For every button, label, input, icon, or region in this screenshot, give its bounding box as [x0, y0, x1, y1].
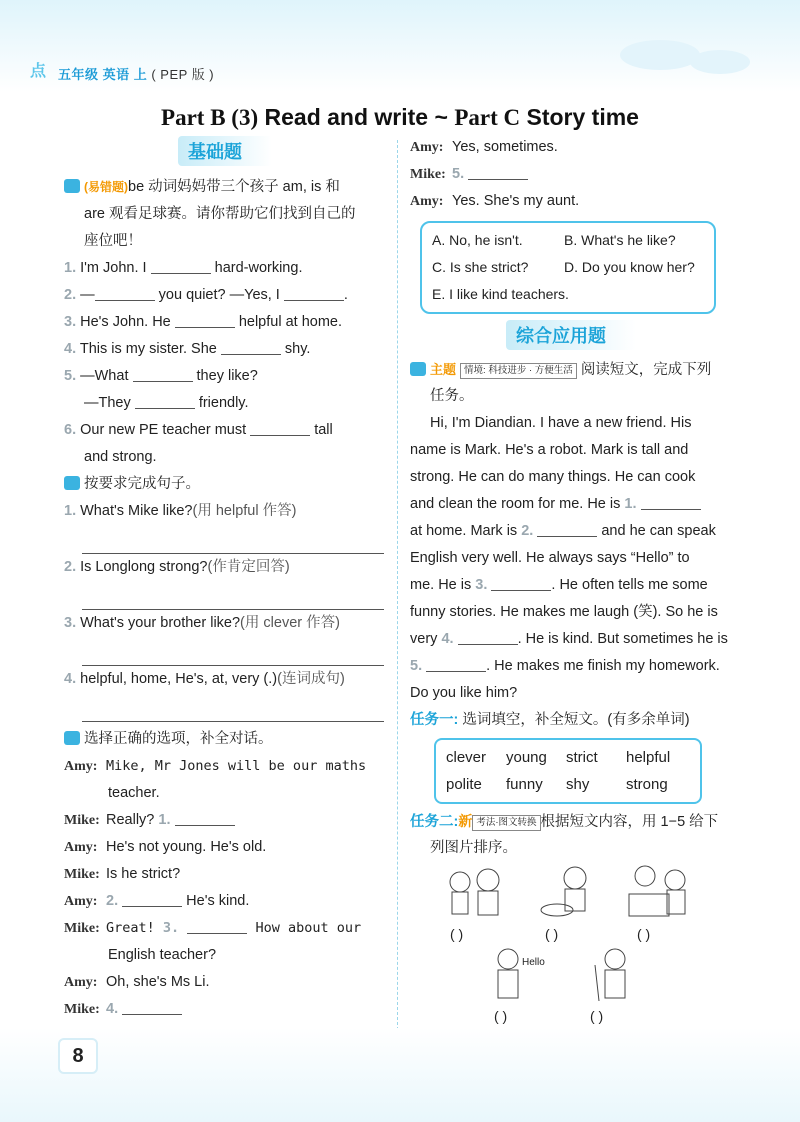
- s2-instruction: 按要求完成句子。: [64, 471, 386, 498]
- answer-blank[interactable]: [537, 521, 597, 537]
- word-row: [446, 744, 690, 771]
- answer-blank[interactable]: [187, 918, 247, 934]
- answer-blank[interactable]: [175, 312, 235, 328]
- answer-blank[interactable]: [284, 285, 344, 301]
- answer-blank[interactable]: [151, 258, 211, 274]
- cloud-decoration: [690, 50, 750, 74]
- order-paren[interactable]: ( ): [590, 1008, 604, 1024]
- picture-5: [585, 945, 645, 1007]
- word: young: [506, 749, 547, 766]
- option-row: [432, 254, 704, 281]
- cloud-decoration: [620, 40, 700, 70]
- word: shy: [566, 776, 590, 793]
- order-paren[interactable]: ( ): [545, 926, 559, 942]
- passage: Hi, I'm Diandian. I have a new friend. His name is Mark. He's a robot. Mark is tall and strong. He can do many things. He can cook and clean the room for me. He is 1. at home. Mark is 2. and he can speak English very well. He always says “Hello” to me. He is 3. . He often tells me some funny stories. He makes me laugh (笑). So he is very 4. . He is kind. But sometimes he is 5. . He makes me finish my homework. Do you like him?: [410, 415, 728, 701]
- left-column: [64, 136, 386, 1023]
- s1-item-5: 5. —What they like?: [64, 368, 258, 384]
- s2-item-4: 4. helpful, home, He's, at, very (.)(连词成句): [64, 671, 345, 687]
- s1-instruction-2: are 观看足球赛。请你帮助它们找到自己的: [84, 206, 356, 222]
- answer-blank[interactable]: [135, 393, 195, 409]
- answer-blank[interactable]: [426, 656, 486, 672]
- s2-item-1: 1. What's Mike like?(用 helpful 作答): [64, 503, 297, 519]
- answer-line[interactable]: [82, 637, 384, 666]
- section-badge-1: [64, 179, 80, 193]
- s2-item-3: 3. What's your brother like?(用 clever 作答): [64, 615, 340, 631]
- dialog-line: Mike: Is he strict?: [64, 866, 181, 882]
- s1-item-4: 4. This is my sister. She shy.: [64, 341, 311, 357]
- dialog-line: Mike: Really? 1.: [64, 807, 386, 834]
- dialog-line: Amy: 2. He's kind.: [64, 893, 250, 909]
- dialog-line: Mike: 5.: [410, 161, 732, 188]
- s1-item-3: 3. He's John. He helpful at home.: [64, 314, 342, 330]
- s1-item-6b: and strong.: [84, 449, 157, 465]
- s1-item-1: 1. I'm John. I hard-working.: [64, 260, 303, 276]
- order-paren[interactable]: ( ): [637, 926, 651, 942]
- dialog-line: English teacher?: [108, 947, 217, 963]
- option-row: [432, 227, 704, 254]
- option: B. What's he like?: [564, 232, 676, 248]
- comp-section-header: [410, 320, 732, 356]
- word: clever: [446, 749, 487, 766]
- dialog-line: Mike: 4.: [64, 996, 386, 1023]
- answer-blank[interactable]: [641, 494, 701, 510]
- word-row: [446, 771, 690, 798]
- dialog-line: Amy: Mike, Mr Jones will be our maths: [64, 758, 367, 774]
- answer-blank[interactable]: [491, 575, 551, 591]
- answer-blank[interactable]: [122, 999, 182, 1015]
- answer-blank[interactable]: [95, 285, 155, 301]
- dialog-line: teacher.: [108, 785, 160, 801]
- dialog-line: Amy: Yes. She's my aunt.: [410, 193, 580, 209]
- s1-instruction-3: 座位吧！: [84, 233, 142, 249]
- s4-instruction-2: 任务。: [430, 388, 474, 404]
- s3-instruction: 选择正确的选项，补全对话。: [64, 726, 386, 753]
- answer-line[interactable]: [82, 581, 384, 610]
- dialog-line: Amy: He's not young. He's old.: [64, 839, 267, 855]
- order-paren[interactable]: ( ): [450, 926, 464, 942]
- logo: 点: [30, 63, 47, 80]
- dialog-line: Amy: Oh, she's Ms Li.: [64, 974, 210, 990]
- hello-text: Hello: [522, 957, 545, 968]
- word: helpful: [626, 749, 671, 766]
- word: polite: [446, 776, 482, 793]
- answer-blank[interactable]: [175, 810, 235, 826]
- basic-section-header: [64, 136, 386, 174]
- order-paren[interactable]: ( ): [494, 1008, 508, 1024]
- picture-2: [535, 862, 605, 924]
- section-badge-4: [410, 362, 426, 376]
- column-divider: [397, 140, 398, 1030]
- basic-title: 基础题: [178, 136, 272, 166]
- book-title: 五年级 英语 上 ( PEP 版 ): [58, 67, 215, 82]
- s1-instruction: (易错题)be 动词妈妈带三个孩子 am, is 和: [64, 174, 386, 201]
- s4-instruction: 主题 情境: 科技进步 · 方便生活 阅读短文，完成下列: [410, 356, 732, 383]
- picture-4: [490, 945, 560, 1007]
- task2: 任务二:新 考法·图文转换 根据短文内容，用 1−5 给下: [410, 813, 719, 830]
- dialog-line: Mike: Great! 3. How about our: [64, 920, 362, 936]
- right-column: [410, 134, 732, 862]
- s1-item-5b: —They friendly.: [84, 395, 249, 411]
- word: funny: [506, 776, 543, 793]
- answer-blank[interactable]: [221, 339, 281, 355]
- answer-blank[interactable]: [250, 420, 310, 436]
- s1-item-2: 2. — you quiet? —Yes, I .: [64, 287, 348, 303]
- comp-title: 综合应用题: [506, 320, 636, 350]
- task2-line-2: 列图片排序。: [430, 840, 517, 856]
- word-bank: [434, 738, 702, 804]
- dialog-line: Amy: Yes, sometimes.: [410, 139, 558, 155]
- answer-line[interactable]: [82, 525, 384, 554]
- option: D. Do you know her?: [564, 259, 695, 275]
- page-number: 8: [58, 1038, 98, 1074]
- option-row: [432, 281, 704, 308]
- section-badge-2: [64, 476, 80, 490]
- s1-item-6: 6. Our new PE teacher must tall: [64, 422, 333, 438]
- section-badge-3: [64, 731, 80, 745]
- s2-item-2: 2. Is Longlong strong?(作肯定回答): [64, 559, 290, 575]
- answer-blank[interactable]: [468, 164, 528, 180]
- option: A. No, he isn't.: [432, 232, 523, 248]
- option: E. I like kind teachers.: [432, 286, 569, 302]
- option: C. Is she strict?: [432, 259, 529, 275]
- options-box: [420, 221, 716, 314]
- picture-3: [625, 860, 695, 924]
- answer-blank[interactable]: [133, 366, 193, 382]
- answer-line[interactable]: [82, 693, 384, 722]
- task1: 任务一: 选词填空，补全短文。(有多余单词): [410, 712, 690, 728]
- word: strict: [566, 749, 598, 766]
- answer-blank[interactable]: [458, 629, 518, 645]
- picture-1: [440, 862, 510, 924]
- word: strong: [626, 776, 668, 793]
- answer-blank[interactable]: [122, 891, 182, 907]
- page-title: Part B (3) Read and write ~ Part C Story time: [161, 104, 639, 130]
- footer-band: [0, 1028, 800, 1122]
